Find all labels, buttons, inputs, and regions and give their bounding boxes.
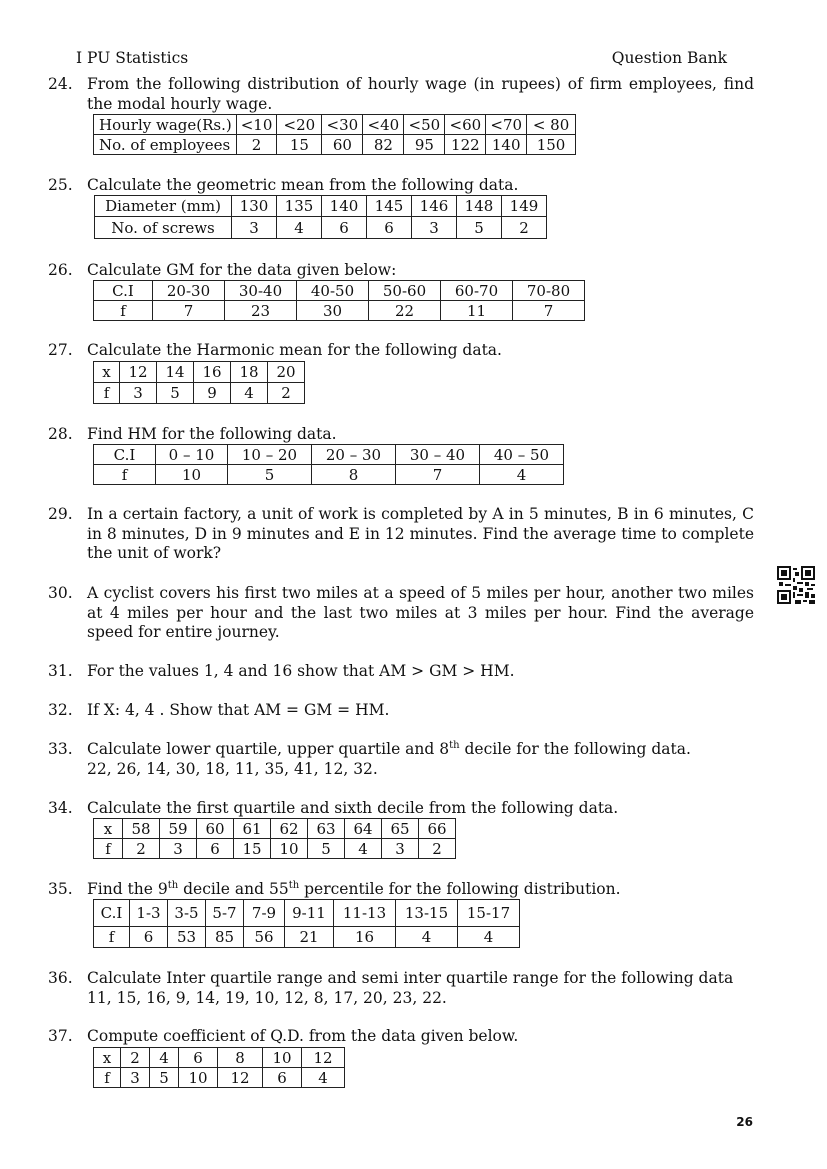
question-34 (48, 799, 754, 819)
table-cell: 12 (218, 1068, 263, 1088)
question-37 (48, 1027, 754, 1047)
table-cell: 140 (322, 196, 367, 217)
table-cell: f (94, 927, 130, 948)
question-text: Calculate the Harmonic mean for the following data. (87, 341, 502, 359)
table-cell: 16 (334, 927, 396, 948)
table-cell: C.I (94, 900, 130, 927)
table-cell: 64 (345, 819, 382, 839)
table-cell: 6 (179, 1048, 218, 1068)
table-cell: 10 – 20 (228, 445, 312, 465)
question-number: 29. (48, 505, 73, 523)
table-cell: 3-5 (168, 900, 206, 927)
question-text: Calculate the geometric mean from the following data. (87, 176, 519, 194)
table-cell: 135 (277, 196, 322, 217)
question-text: Calculate GM for the data given below: (87, 261, 397, 279)
table-cell: 10 (179, 1068, 218, 1088)
table-cell: 18 (231, 362, 268, 383)
table-cell: 4 (480, 465, 564, 485)
table-row (94, 301, 585, 321)
table-cell: 11-13 (334, 900, 396, 927)
question-number: 37. (48, 1027, 73, 1045)
table-cell: <40 (363, 115, 404, 135)
table-cell: C.I (94, 281, 153, 301)
table-cell: 5 (150, 1068, 179, 1088)
question-28 (48, 425, 754, 445)
table-cell: 130 (232, 196, 277, 217)
table-cell: 70-80 (513, 281, 585, 301)
question-number: 34. (48, 799, 73, 817)
table-cell: f (94, 383, 120, 404)
question-number: 31. (48, 662, 73, 680)
table-cell: 7 (513, 301, 585, 321)
table-cell: 3 (160, 839, 197, 859)
table-row (94, 281, 585, 301)
table-cell: 5 (157, 383, 194, 404)
table-cell: 9 (194, 383, 231, 404)
table-cell: 16 (194, 362, 231, 383)
table-cell: 4 (345, 839, 382, 859)
table-row (94, 927, 520, 948)
table-cell: 140 (486, 135, 527, 155)
table-cell: No. of employees (94, 135, 237, 155)
table-cell: <30 (322, 115, 363, 135)
table-cell: 13-15 (396, 900, 458, 927)
table-cell: 4 (277, 217, 322, 239)
table-cell: 7 (396, 465, 480, 485)
table-cell: 3 (382, 839, 419, 859)
question-25 (48, 176, 754, 196)
data-table-q37 (93, 1047, 345, 1088)
table-cell: 5 (457, 217, 502, 239)
table-cell: 3 (232, 217, 277, 239)
table-cell: 1-3 (130, 900, 168, 927)
table-cell: 20 – 30 (312, 445, 396, 465)
table-cell: <10 (236, 115, 277, 135)
table-cell: 7 (153, 301, 225, 321)
table-cell: 7-9 (244, 900, 285, 927)
table-cell: <20 (277, 115, 322, 135)
table-cell: 60 (197, 819, 234, 839)
question-number: 36. (48, 969, 73, 987)
table-cell: 6 (322, 217, 367, 239)
data-table-q28 (93, 444, 564, 485)
question-27 (48, 341, 754, 361)
question-text: Calculate the first quartile and sixth decile from the following data. (87, 799, 619, 817)
table-cell: No. of screws (95, 217, 232, 239)
question-number: 35. (48, 880, 73, 898)
data-values: 22, 26, 14, 30, 18, 11, 35, 41, 12, 32. (87, 759, 378, 778)
table-cell: 21 (285, 927, 334, 948)
table-cell: 4 (302, 1068, 345, 1088)
qr-code-icon (777, 566, 815, 604)
table-cell: x (94, 362, 120, 383)
table-cell: 149 (502, 196, 547, 217)
table-cell: f (94, 839, 123, 859)
table-cell: 60 (322, 135, 363, 155)
data-values: 11, 15, 16, 9, 14, 19, 10, 12, 8, 17, 20, 23, 22. (87, 988, 447, 1007)
table-cell: 12 (120, 362, 157, 383)
header-subject: I PU Statistics (76, 49, 189, 67)
question-35 (48, 880, 754, 900)
table-cell: 10 (263, 1048, 302, 1068)
table-cell: 61 (234, 819, 271, 839)
table-cell: <60 (445, 115, 486, 135)
table-cell: 3 (121, 1068, 150, 1088)
header-title: Question Bank (611, 49, 727, 67)
table-row (94, 819, 456, 839)
table-cell: 9-11 (285, 900, 334, 927)
question-number: 30. (48, 584, 73, 602)
table-cell: 12 (302, 1048, 345, 1068)
table-cell: 22 (369, 301, 441, 321)
table-cell: 3 (412, 217, 457, 239)
question-number: 24. (48, 75, 73, 93)
table-cell: 85 (206, 927, 244, 948)
table-cell: 2 (123, 839, 160, 859)
data-table-q27 (93, 361, 305, 404)
question-number: 33. (48, 740, 73, 758)
table-cell: 59 (160, 819, 197, 839)
question-text: In a certain factory, a unit of work is completed by A in 5 minutes, B in 6 minutes, C in 8 minutes, D in 9 minutes and E in 12 minutes. Find the average time to complete the unit of work? (87, 505, 754, 562)
table-cell: 95 (404, 135, 445, 155)
question-text: Compute coefficient of Q.D. from the data given below. (87, 1027, 519, 1045)
table-cell: f (94, 1068, 121, 1088)
table-row (94, 383, 305, 404)
table-row (94, 1048, 345, 1068)
question-31 (48, 662, 754, 682)
table-cell: 145 (367, 196, 412, 217)
table-cell: 4 (396, 927, 458, 948)
table-cell: <70 (486, 115, 527, 135)
table-cell: 62 (271, 819, 308, 839)
table-cell: 56 (244, 927, 285, 948)
table-cell: 30 – 40 (396, 445, 480, 465)
page-number: 26 (736, 1115, 753, 1129)
data-table-q26 (93, 280, 585, 321)
question-text: For the values 1, 4 and 16 show that AM > GM > HM. (87, 662, 515, 680)
table-cell: 15 (277, 135, 322, 155)
table-cell: 5 (308, 839, 345, 859)
table-cell: C.I (94, 445, 156, 465)
table-cell: 4 (458, 927, 520, 948)
table-row (94, 1068, 345, 1088)
table-cell: 15-17 (458, 900, 520, 927)
table-cell: 40 – 50 (480, 445, 564, 465)
data-table-q35 (93, 899, 520, 948)
table-cell: 15 (234, 839, 271, 859)
table-cell: 8 (312, 465, 396, 485)
question-number: 28. (48, 425, 73, 443)
question-number: 32. (48, 701, 73, 719)
table-cell: 50-60 (369, 281, 441, 301)
question-text: Find the 9th decile and 55th percentile for the following distribution. (87, 879, 621, 898)
question-number: 25. (48, 176, 73, 194)
table-cell: 150 (527, 135, 576, 155)
table-cell: 8 (218, 1048, 263, 1068)
table-cell: 0 – 10 (156, 445, 228, 465)
data-table-q34 (93, 818, 456, 859)
table-cell: f (94, 301, 153, 321)
table-cell: x (94, 1048, 121, 1068)
table-cell: 6 (130, 927, 168, 948)
question-24 (48, 75, 754, 114)
question-36 (48, 969, 754, 1008)
table-cell: 53 (168, 927, 206, 948)
table-cell: 40-50 (297, 281, 369, 301)
table-cell: 63 (308, 819, 345, 839)
question-33 (48, 740, 754, 779)
question-number: 27. (48, 341, 73, 359)
question-text: If X: 4, 4 . Show that AM = GM = HM. (87, 701, 390, 719)
table-cell: 5 (228, 465, 312, 485)
table-cell: 65 (382, 819, 419, 839)
question-text: Calculate Inter quartile range and semi inter quartile range for the following data 11, 15, 16, 9, 14, 19, 10, 12, 8, 17, 20, 23, 22. (87, 969, 734, 1007)
table-cell: 82 (363, 135, 404, 155)
table-row (95, 196, 547, 217)
table-cell: 6 (367, 217, 412, 239)
question-text: Find HM for the following data. (87, 425, 337, 443)
table-row (94, 445, 564, 465)
table-cell: 20-30 (153, 281, 225, 301)
table-cell: 2 (121, 1048, 150, 1068)
question-26 (48, 261, 754, 281)
table-cell: 122 (445, 135, 486, 155)
table-cell: 6 (197, 839, 234, 859)
table-row (94, 135, 576, 155)
table-cell: 148 (457, 196, 502, 217)
table-cell: 23 (225, 301, 297, 321)
table-cell: 2 (236, 135, 277, 155)
table-cell: 20 (268, 362, 305, 383)
table-cell: 2 (419, 839, 456, 859)
data-table-q24 (93, 114, 576, 155)
table-cell: < 80 (527, 115, 576, 135)
table-cell: 2 (268, 383, 305, 404)
question-32 (48, 701, 754, 721)
table-row (94, 362, 305, 383)
table-cell: 146 (412, 196, 457, 217)
table-row (94, 115, 576, 135)
data-table-q25 (94, 195, 547, 239)
table-cell: 58 (123, 819, 160, 839)
question-30 (48, 584, 754, 643)
table-cell: 14 (157, 362, 194, 383)
question-text: A cyclist covers his first two miles at a speed of 5 miles per hour, another two miles at 4 miles per hour and the last two miles at 3 miles per hour. Find the average speed for entire journey. (87, 584, 754, 641)
table-cell: 2 (502, 217, 547, 239)
table-cell: 6 (263, 1068, 302, 1088)
table-cell: 5-7 (206, 900, 244, 927)
table-cell: <50 (404, 115, 445, 135)
table-cell: f (94, 465, 156, 485)
question-text: Calculate lower quartile, upper quartile and 8th decile for the following data. 22, 26, 14, 30, 18, 11, 35, 41, 12, 32. (87, 739, 691, 778)
table-cell: 11 (441, 301, 513, 321)
table-cell: 30 (297, 301, 369, 321)
question-29 (48, 505, 754, 564)
question-text: From the following distribution of hourly wage (in rupees) of firm employees, find the modal hourly wage. (87, 75, 754, 113)
table-cell: 66 (419, 819, 456, 839)
table-cell: 4 (150, 1048, 179, 1068)
table-row (95, 217, 547, 239)
table-row (94, 839, 456, 859)
table-cell: 4 (231, 383, 268, 404)
table-cell: 10 (156, 465, 228, 485)
table-cell: 10 (271, 839, 308, 859)
table-cell: 60-70 (441, 281, 513, 301)
table-cell: 3 (120, 383, 157, 404)
table-cell: 30-40 (225, 281, 297, 301)
question-number: 26. (48, 261, 73, 279)
table-row (94, 465, 564, 485)
table-row (94, 900, 520, 927)
table-cell: x (94, 819, 123, 839)
table-cell: Hourly wage(Rs.) (94, 115, 237, 135)
table-cell: Diameter (mm) (95, 196, 232, 217)
